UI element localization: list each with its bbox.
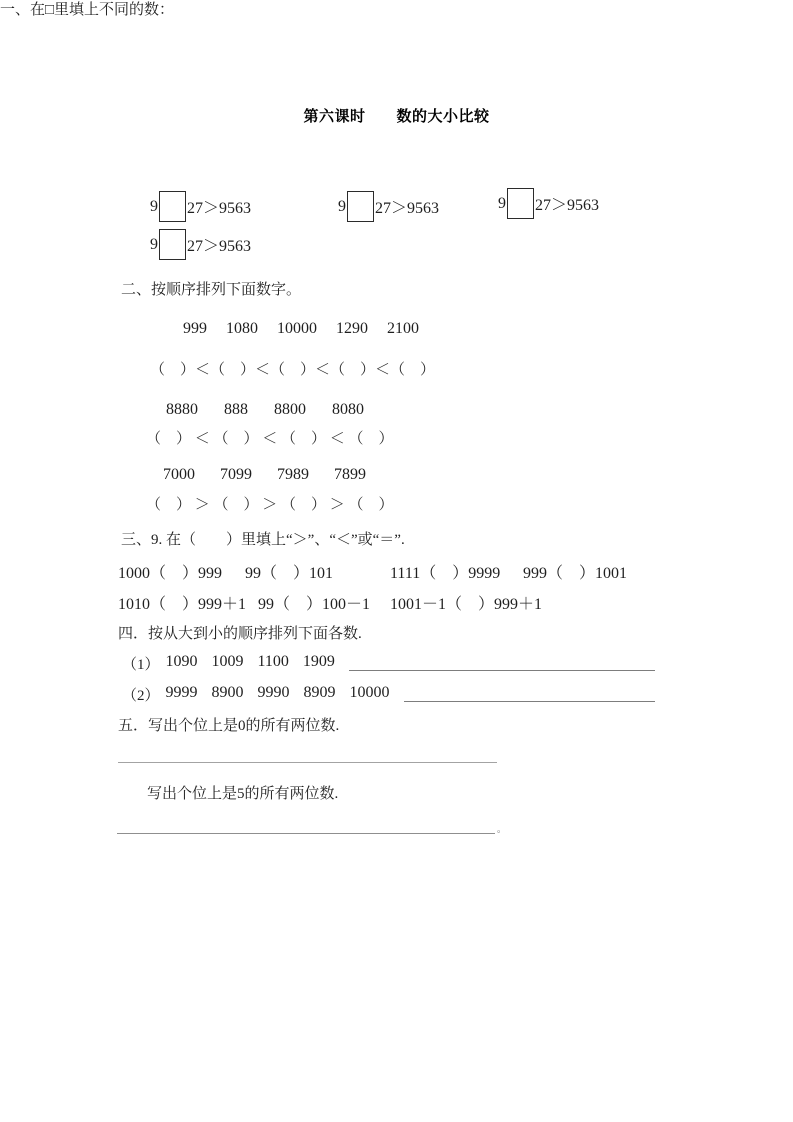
fill-in-box <box>159 191 186 222</box>
answer-line-wrap <box>117 815 506 834</box>
section5-heading: 五．写出个位上是0的所有两位数. <box>118 718 340 734</box>
comparison-item: 99（ ）101 <box>245 565 334 582</box>
number-value: 10000 <box>277 320 317 337</box>
number-value: 7989 <box>277 466 309 483</box>
comparison-text: 27＞9563 <box>187 238 252 255</box>
number-value: 1909 <box>302 653 335 670</box>
number-value: 10000 <box>349 684 390 701</box>
number-value: 8800 <box>274 401 306 418</box>
ordering-exercise-row <box>122 684 655 705</box>
number-list <box>183 320 419 338</box>
section1-heading: 一、在□里填上不同的数： <box>0 2 175 18</box>
comparison-text: 27＞9563 <box>375 200 440 217</box>
fill-in-box <box>507 188 534 219</box>
number-value: 9999 <box>165 684 198 701</box>
fill-blank-item <box>338 191 439 222</box>
comparison-text: 27＞9563 <box>187 200 252 217</box>
number-value: 8909 <box>303 684 336 701</box>
number-prefix: 9 <box>150 197 158 215</box>
fill-blank-item <box>150 191 251 222</box>
number-prefix: 9 <box>150 235 158 253</box>
period-mark: 。 <box>497 824 507 834</box>
fill-in-box <box>159 229 186 260</box>
section4-heading: 四．按从大到小的顺序排列下面各数. <box>118 626 362 642</box>
item-label: （1） <box>122 657 160 673</box>
answer-line <box>349 653 655 671</box>
fill-blank-item <box>150 229 251 260</box>
number-value: 7899 <box>334 466 366 483</box>
number-list <box>163 466 366 484</box>
ordering-exercise-row <box>122 653 655 674</box>
comparison-item: 1000（ ）999 <box>118 565 223 582</box>
number-value: 7000 <box>163 466 195 483</box>
ordering-blanks: （ ）＜（ ）＜（ ）＜（ ）＜（ ） <box>150 362 436 378</box>
number-value: 999 <box>183 320 207 337</box>
number-value: 9990 <box>257 684 290 701</box>
number-value: 2100 <box>387 320 419 337</box>
section2-heading: 二、按顺序排列下面数字。 <box>121 282 302 298</box>
number-value: 1080 <box>226 320 258 337</box>
fill-blank-item <box>498 188 599 219</box>
ordering-blanks: （ ） ＜ （ ） ＜ （ ） ＜ （ ） <box>146 431 394 447</box>
answer-line <box>118 744 497 763</box>
section5-prompt2: 写出个位上是5的所有两位数. <box>147 786 339 802</box>
number-prefix: 9 <box>338 197 346 215</box>
number-value: 8880 <box>166 401 198 418</box>
number-value: 1100 <box>257 653 289 670</box>
number-value: 1090 <box>165 653 198 670</box>
item-label: （2） <box>122 688 160 704</box>
comparison-text: 27＞9563 <box>535 197 600 214</box>
comparison-item: 99（ ）100－1 <box>258 596 371 613</box>
comparison-item: 999（ ）1001 <box>523 565 628 582</box>
fill-in-box <box>347 191 374 222</box>
number-value: 8900 <box>211 684 244 701</box>
answer-line <box>404 684 655 702</box>
ordering-blanks: （ ） ＞ （ ） ＞ （ ） ＞ （ ） <box>146 497 394 513</box>
number-value: 1009 <box>211 653 244 670</box>
comparison-item: 1010（ ）999＋1 <box>118 596 247 613</box>
section3-heading: 三、9. 在（ ）里填上“＞”、“＜”或“＝”. <box>121 532 405 548</box>
number-value: 8080 <box>332 401 364 418</box>
number-value: 888 <box>224 401 248 418</box>
comparison-item: 1111（ ）9999 <box>390 565 501 582</box>
number-prefix: 9 <box>498 194 506 212</box>
number-value: 1290 <box>336 320 368 337</box>
worksheet-title: 第六课时 数的大小比较 <box>303 109 490 125</box>
number-value: 7099 <box>220 466 252 483</box>
answer-line <box>117 815 495 834</box>
comparison-item: 1001－1（ ）999＋1 <box>390 596 543 613</box>
number-list <box>166 401 364 419</box>
